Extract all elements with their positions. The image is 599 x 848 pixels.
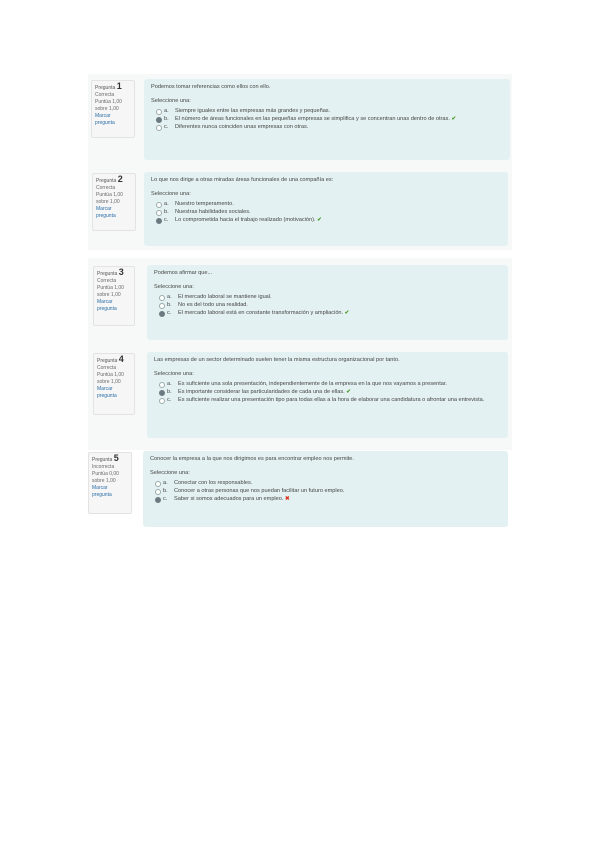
question-label: Pregunta: [97, 358, 118, 364]
question-mark: Puntúa 1,00 sobre 1,00: [97, 372, 124, 385]
option-letter: b.: [167, 302, 172, 308]
radio-button[interactable]: [159, 382, 165, 388]
question-status: Correcta: [96, 185, 116, 191]
option-text: Lo comprometida hacia el trabajo realizado (motivación).: [175, 217, 316, 223]
answer-option[interactable]: [150, 488, 501, 496]
option-text: Es suficiente realizar una presentación tipo para todas ellas a la hora de elaborar una candidatura o afrontar una entrevista.: [178, 397, 485, 403]
option-letter: c.: [164, 217, 169, 223]
option-text: El mercado laboral está en constante transformación y ampliación.: [178, 310, 344, 316]
option-letter: c.: [167, 397, 172, 403]
radio-button[interactable]: [155, 481, 161, 487]
check-icon: ✔: [451, 116, 457, 122]
question-info: [92, 173, 136, 231]
radio-button[interactable]: [159, 295, 165, 301]
answer-prompt: Seleccione una:: [151, 97, 191, 104]
question-mark: Puntúa 1,00 sobre 1,00: [97, 285, 124, 298]
answer-prompt: Seleccione una:: [154, 370, 194, 377]
answer-prompt: Seleccione una:: [150, 469, 190, 476]
answer-prompt: Seleccione una:: [154, 283, 194, 290]
option-letter: c.: [163, 496, 168, 502]
radio-button[interactable]: [156, 210, 162, 216]
option-letter: a.: [164, 108, 169, 114]
option-text: El número de áreas funcionales en las pequeñas empresas se simplifica y se concentran unas dentro de otras.: [175, 116, 450, 122]
question-label: Pregunta: [97, 271, 118, 277]
question-status: Correcta: [97, 365, 117, 371]
option-text: No es del todo una realidad.: [178, 302, 248, 308]
answer-option[interactable]: [154, 294, 501, 302]
question-info: [93, 266, 135, 326]
check-icon: ✔: [346, 389, 351, 395]
option-letter: a.: [167, 294, 172, 300]
option-text: Diferentes nunca coinciden unas empresas con otras.: [175, 124, 309, 130]
radio-button[interactable]: [159, 390, 165, 396]
question-content: [147, 265, 508, 340]
question-text: Las empresas de un sector determinado suelen tener la misma estructura organizacional por tanto.: [154, 357, 400, 363]
option-text: Es suficiente una sola presentación, independientemente de la empresa en la que nos vayamos a presentar.: [178, 381, 447, 387]
answer-option[interactable]: [151, 201, 501, 209]
answer-option[interactable]: [151, 217, 501, 225]
radio-button[interactable]: [156, 218, 162, 224]
question-info: [88, 452, 132, 514]
radio-button[interactable]: [159, 303, 165, 309]
answer-prompt: Seleccione una:: [151, 190, 191, 197]
radio-button[interactable]: [156, 109, 162, 115]
flag-question-link[interactable]: Marcar pregunta: [97, 386, 117, 399]
answer-option[interactable]: [150, 480, 501, 488]
radio-button[interactable]: [159, 398, 165, 404]
radio-button[interactable]: [156, 125, 162, 131]
option-letter: b.: [167, 389, 172, 395]
option-text: Conectar con los responsables.: [174, 480, 253, 486]
question-info: [93, 353, 135, 415]
answer-option[interactable]: [151, 209, 501, 217]
radio-button[interactable]: [156, 202, 162, 208]
answer-option[interactable]: [154, 310, 501, 318]
question-status: Correcta: [95, 92, 115, 98]
option-text: Es importante considerar las particularidades de cada una de ellas.: [178, 389, 345, 395]
radio-button[interactable]: [155, 497, 161, 503]
answer-option[interactable]: [154, 397, 501, 405]
option-text: Saber si somos adecuados para un empleo.: [174, 496, 284, 502]
option-letter: a.: [167, 381, 172, 387]
question-content: [143, 451, 508, 527]
question-number: 2: [117, 174, 123, 184]
option-letter: b.: [164, 209, 169, 215]
question-text: Podemos tomar referencias como ellos con ello.: [151, 84, 271, 90]
answer-option[interactable]: [151, 116, 503, 124]
option-letter: b.: [164, 116, 169, 122]
question-number: 1: [116, 81, 122, 91]
question-text: Conocer la empresa a la que nos dirigimos es para encontrar empleo nos permite.: [150, 456, 354, 462]
question-mark: Puntúa 0,00 sobre 1,00: [92, 471, 119, 484]
answer-option[interactable]: [150, 496, 501, 504]
option-letter: b.: [163, 488, 168, 494]
radio-button[interactable]: [155, 489, 161, 495]
option-text: Siempre iguales entre las empresas más grandes y pequeñas.: [175, 108, 331, 114]
flag-question-link[interactable]: Marcar pregunta: [95, 113, 115, 126]
option-letter: a.: [164, 201, 169, 207]
option-text: Nuestras habilidades sociales.: [175, 209, 251, 215]
option-letter: a.: [163, 480, 168, 486]
question-number: 4: [118, 354, 124, 364]
radio-button[interactable]: [156, 117, 162, 123]
question-mark: Puntúa 1,00 sobre 1,00: [95, 99, 122, 112]
option-text: Nuestro temperamento.: [175, 201, 234, 207]
question-info: [91, 80, 135, 138]
flag-question-link[interactable]: Marcar pregunta: [96, 206, 116, 219]
question-mark: Puntúa 1,00 sobre 1,00: [96, 192, 123, 205]
question-number: 3: [118, 267, 124, 277]
option-letter: c.: [164, 124, 169, 130]
answer-option[interactable]: [151, 108, 503, 116]
answer-option[interactable]: [154, 302, 501, 310]
question-text: Podemos afirmar que...: [154, 270, 213, 276]
question-content: [144, 172, 508, 246]
question-status: Correcta: [97, 278, 117, 284]
check-icon: ✔: [344, 310, 350, 316]
answer-option[interactable]: [154, 381, 501, 389]
question-status: Incorrecta: [92, 464, 115, 470]
radio-button[interactable]: [159, 311, 165, 317]
question-label: Pregunta: [96, 178, 117, 184]
option-text: El mercado laboral se mantiene igual.: [178, 294, 272, 300]
cross-icon: ✖: [285, 496, 290, 502]
answer-option[interactable]: [154, 389, 501, 397]
option-text: Conocer a otras personas que nos puedan facilitar un futuro empleo.: [174, 488, 345, 494]
question-content: [147, 352, 508, 438]
option-letter: c.: [167, 310, 172, 316]
question-text: Lo que nos dirige a otras miradas áreas funcionales de una compañía es:: [151, 177, 334, 183]
question-content: [144, 79, 510, 160]
question-number: 5: [113, 453, 119, 463]
question-label: Pregunta: [92, 457, 113, 463]
flag-question-link[interactable]: Marcar pregunta: [97, 299, 117, 312]
flag-question-link[interactable]: Marcar pregunta: [92, 485, 112, 498]
check-icon: ✔: [317, 217, 322, 223]
answer-option[interactable]: [151, 124, 503, 132]
question-label: Pregunta: [95, 85, 116, 91]
